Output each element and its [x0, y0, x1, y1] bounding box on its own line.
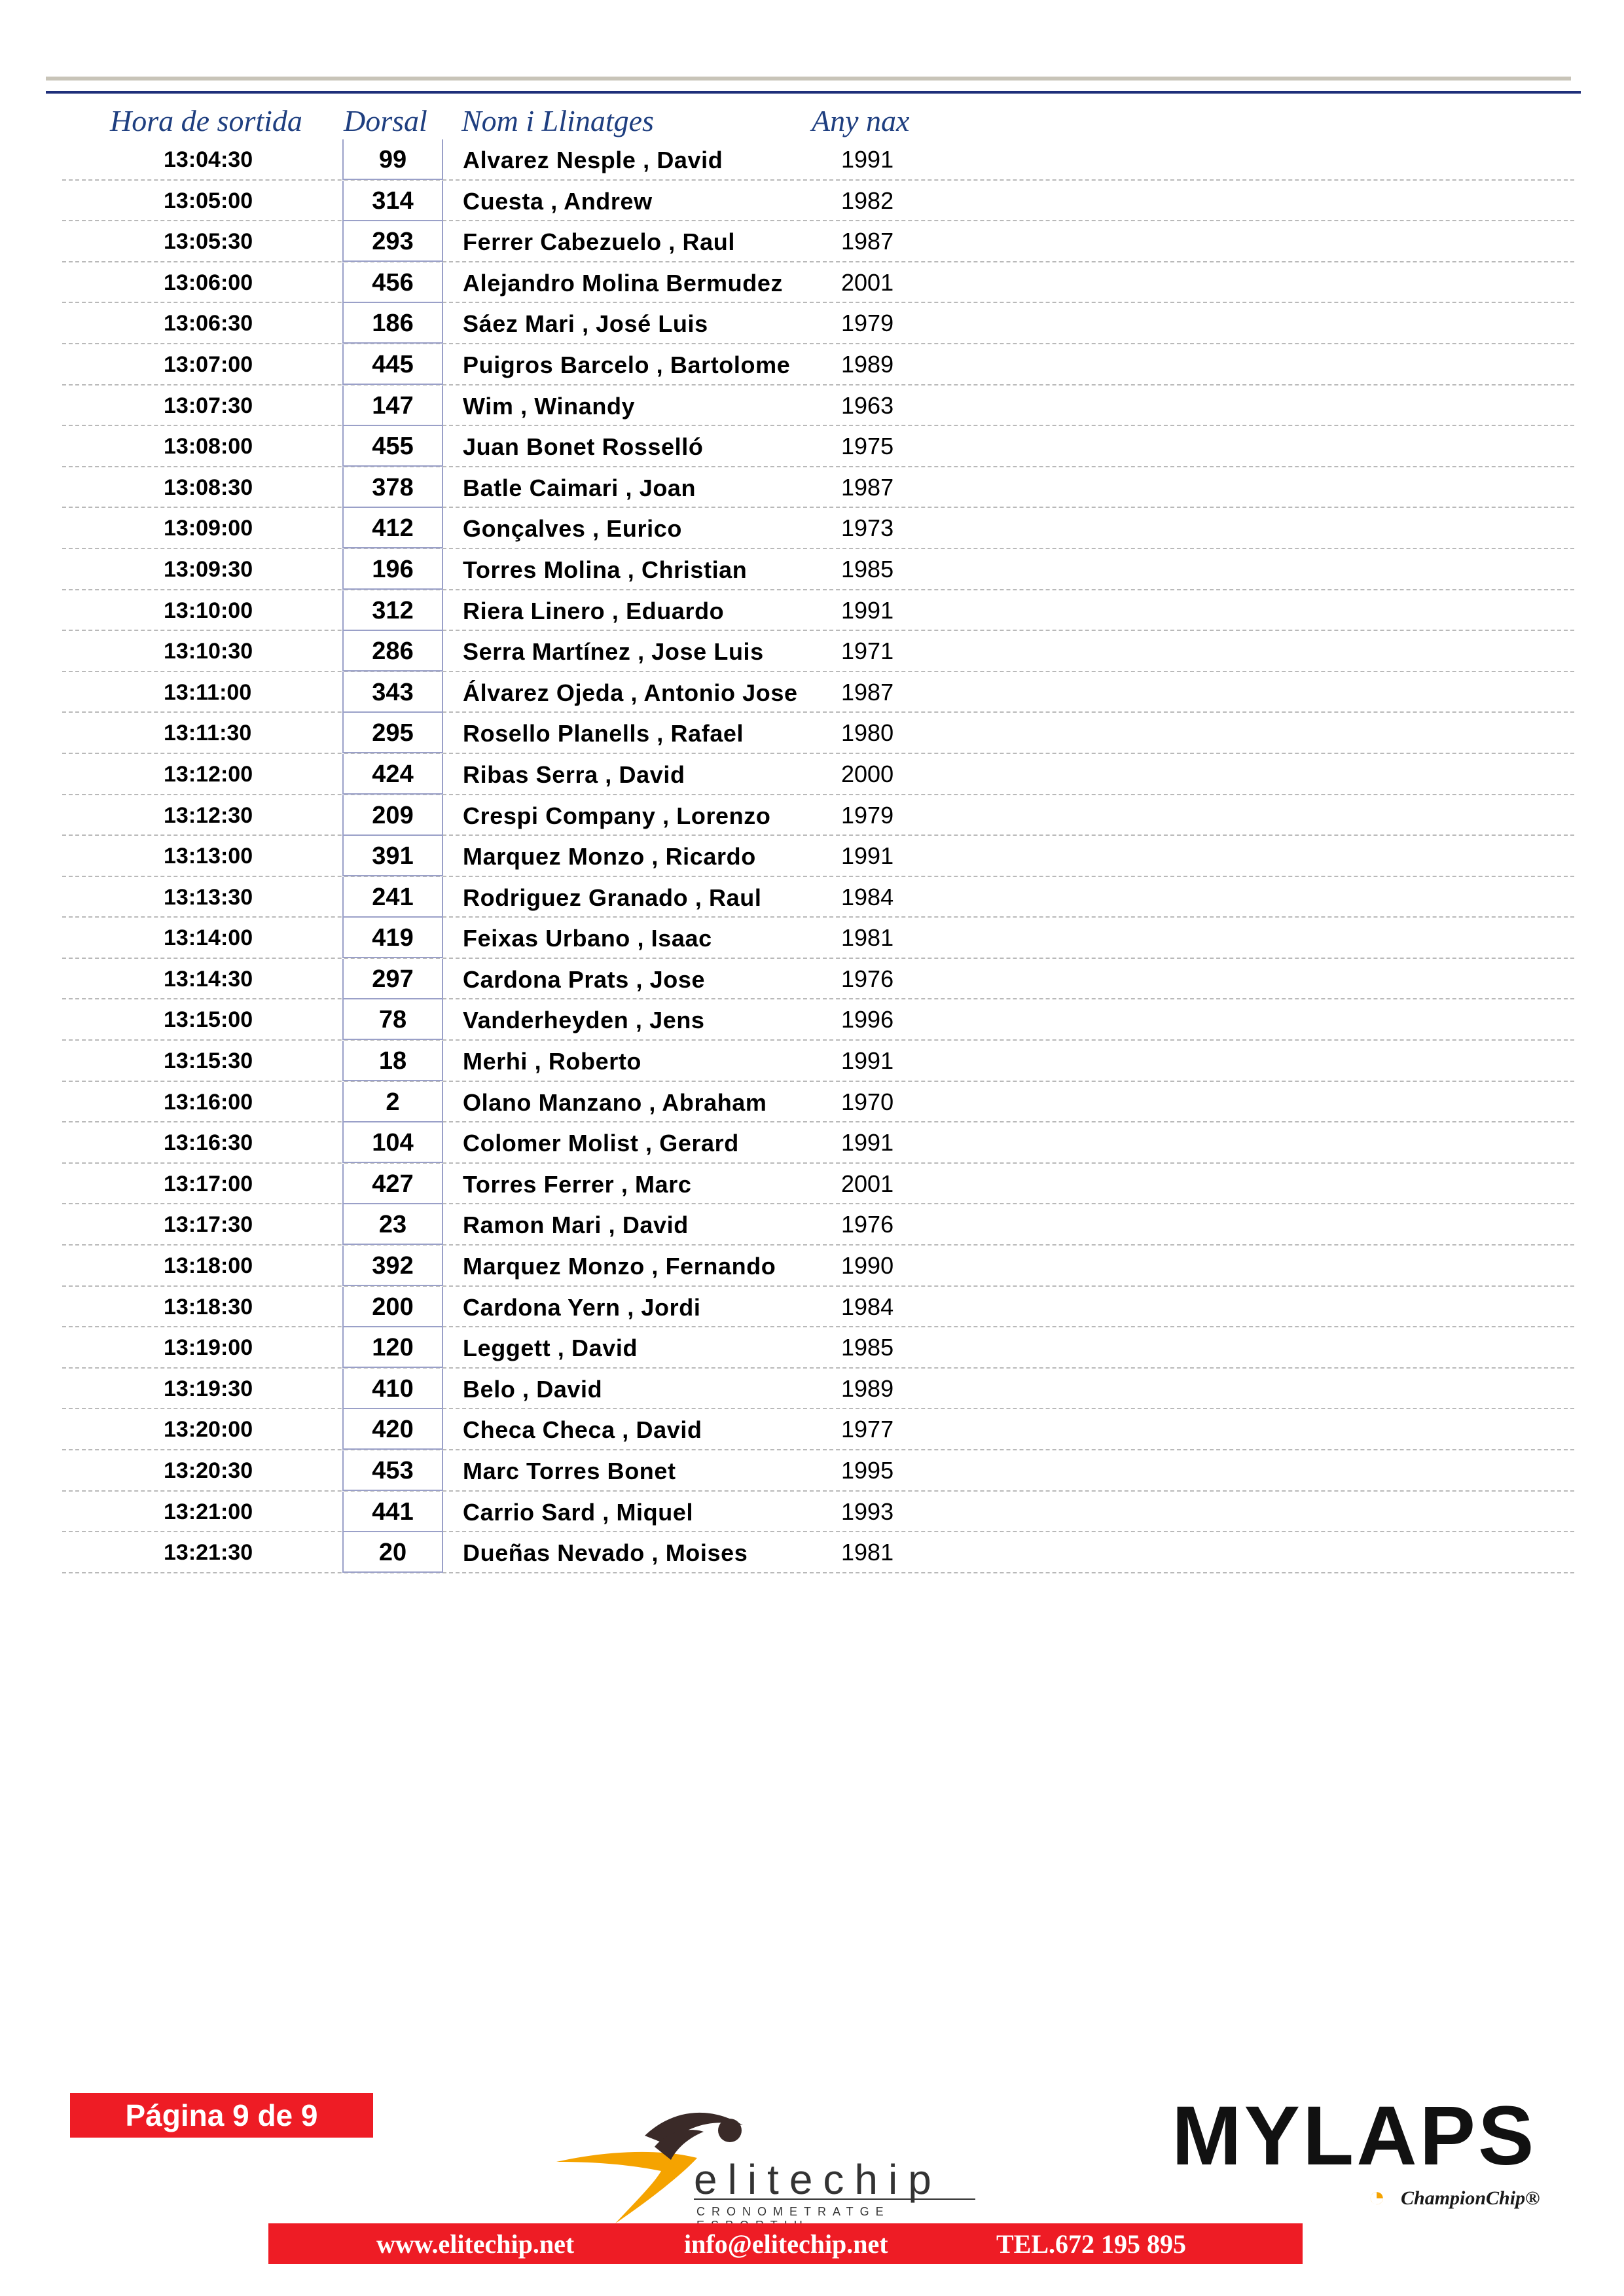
table-row — [62, 549, 1574, 590]
cell-birth-year: 1980 — [841, 719, 894, 747]
cell-dorsal: 99 — [342, 139, 443, 180]
cell-dorsal: 241 — [342, 877, 443, 918]
cell-start-time: 13:15:30 — [164, 1049, 253, 1074]
table-row — [62, 877, 1574, 918]
table-row — [62, 795, 1574, 836]
cell-birth-year: 1963 — [841, 391, 894, 419]
footer-website-link[interactable]: www.elitechip.net — [376, 2229, 575, 2259]
table-row — [62, 1409, 1574, 1450]
cell-start-time: 13:04:30 — [164, 147, 253, 172]
cell-runner-name: Dueñas Nevado , Moises — [463, 1539, 748, 1567]
cell-dorsal: 147 — [342, 386, 443, 426]
table-row — [62, 754, 1574, 795]
cell-dorsal: 424 — [342, 754, 443, 795]
cell-dorsal: 209 — [342, 795, 443, 836]
cell-runner-name: Leggett , David — [463, 1335, 638, 1362]
cell-start-time: 13:10:00 — [164, 598, 253, 623]
page-number-badge: Página 9 de 9 — [70, 2093, 373, 2138]
cell-birth-year: 1979 — [841, 801, 894, 829]
table-row — [62, 1492, 1574, 1533]
cell-birth-year: 1990 — [841, 1252, 894, 1280]
cell-birth-year: 1981 — [841, 1539, 894, 1566]
column-header-dorsal: Dorsal — [344, 104, 427, 137]
cell-dorsal: 293 — [342, 221, 443, 262]
cell-birth-year: 1984 — [841, 1293, 894, 1320]
cell-runner-name: Gonçalves , Eurico — [463, 515, 682, 543]
cell-birth-year: 1977 — [841, 1416, 894, 1443]
cell-start-time: 13:05:30 — [164, 229, 253, 255]
cell-dorsal: 295 — [342, 713, 443, 753]
cell-start-time: 13:18:30 — [164, 1294, 253, 1319]
cell-start-time: 13:20:00 — [164, 1417, 253, 1443]
elitechip-logo — [556, 2085, 982, 2225]
elitechip-wordmark: elitechip — [694, 2156, 942, 2203]
cell-birth-year: 1991 — [841, 1129, 894, 1157]
cell-runner-name: Riera Linero , Eduardo — [463, 597, 725, 624]
cell-start-time: 13:13:30 — [164, 884, 253, 910]
cell-birth-year: 1993 — [841, 1498, 894, 1525]
cell-runner-name: Ramon Mari , David — [463, 1211, 689, 1239]
championchip-icon: ◔ — [1368, 2181, 1386, 2213]
table-row — [62, 590, 1574, 632]
table-row — [62, 713, 1574, 754]
cell-start-time: 13:06:00 — [164, 270, 253, 295]
cell-runner-name: Serra Martínez , Jose Luis — [463, 638, 764, 666]
table-row — [62, 139, 1574, 181]
cell-birth-year: 1987 — [841, 228, 894, 255]
start-list-table — [62, 139, 1574, 1573]
cell-runner-name: Marc Torres Bonet — [463, 1458, 676, 1484]
table-row — [62, 1287, 1574, 1328]
table-row — [62, 1327, 1574, 1369]
cell-runner-name: Rosello Planells , Rafael — [463, 720, 744, 747]
cell-birth-year: 1991 — [841, 146, 894, 173]
table-row — [62, 426, 1574, 467]
cell-dorsal: 378 — [342, 467, 443, 508]
cell-birth-year: 1991 — [841, 842, 894, 870]
cell-birth-year: 1970 — [841, 1088, 894, 1115]
cell-birth-year: 2000 — [841, 760, 894, 787]
cell-dorsal: 314 — [342, 181, 443, 221]
cell-runner-name: Carrio Sard , Miquel — [463, 1498, 694, 1526]
table-row — [62, 672, 1574, 713]
cell-birth-year: 1976 — [841, 965, 894, 992]
cell-runner-name: Batle Caimari , Joan — [463, 474, 696, 501]
cell-runner-name: Vanderheyden , Jens — [463, 1007, 705, 1034]
table-row — [62, 467, 1574, 509]
cell-birth-year: 1971 — [841, 637, 894, 665]
cell-start-time: 13:17:00 — [164, 1171, 253, 1196]
cell-runner-name: Alvarez Nesple , David — [463, 147, 723, 173]
cell-start-time: 13:10:30 — [164, 639, 253, 664]
mylaps-logo — [1172, 2088, 1564, 2212]
cell-dorsal: 312 — [342, 590, 443, 631]
cell-birth-year: 1989 — [841, 1374, 894, 1402]
cell-dorsal: 445 — [342, 344, 443, 385]
cell-runner-name: Ribas Serra , David — [463, 761, 685, 788]
cell-start-time: 13:15:00 — [164, 1007, 253, 1033]
cell-birth-year: 1976 — [841, 1211, 894, 1238]
cell-runner-name: Alejandro Molina Bermudez — [463, 269, 784, 296]
cell-dorsal: 200 — [342, 1287, 443, 1327]
cell-start-time: 13:14:30 — [164, 966, 253, 992]
cell-dorsal: 419 — [342, 918, 443, 958]
table-row — [62, 918, 1574, 959]
cell-birth-year: 1985 — [841, 1334, 894, 1361]
cell-dorsal: 410 — [342, 1369, 443, 1409]
cell-start-time: 13:12:00 — [164, 761, 253, 787]
cell-dorsal: 286 — [342, 631, 443, 672]
cell-runner-name: Álvarez Ojeda , Antonio Jose — [463, 679, 798, 706]
cell-birth-year: 1979 — [841, 310, 894, 337]
cell-start-time: 13:14:00 — [164, 925, 253, 951]
cell-dorsal: 391 — [342, 836, 443, 876]
cell-start-time: 13:09:30 — [164, 556, 253, 582]
cell-runner-name: Olano Manzano , Abraham — [463, 1088, 767, 1116]
cell-runner-name: Belo , David — [463, 1375, 603, 1403]
cell-start-time: 13:07:30 — [164, 393, 253, 418]
cell-start-time: 13:05:00 — [164, 188, 253, 213]
cell-birth-year: 1985 — [841, 555, 894, 583]
table-row — [62, 1246, 1574, 1287]
cell-runner-name: Feixas Urbano , Isaac — [463, 925, 712, 952]
cell-birth-year: 1982 — [841, 187, 894, 214]
cell-birth-year: 1987 — [841, 678, 894, 706]
cell-start-time: 13:18:00 — [164, 1253, 253, 1279]
cell-dorsal: 412 — [342, 508, 443, 548]
cell-birth-year: 1984 — [841, 883, 894, 910]
table-row — [62, 303, 1574, 344]
cell-birth-year: 1981 — [841, 924, 894, 952]
cell-birth-year: 1991 — [841, 1047, 894, 1075]
table-row — [62, 262, 1574, 304]
table-row — [62, 1204, 1574, 1246]
table-row — [62, 221, 1574, 262]
top-rule-gray — [46, 77, 1571, 81]
cell-dorsal: 455 — [342, 426, 443, 467]
table-row — [62, 999, 1574, 1041]
table-row — [62, 1041, 1574, 1082]
cell-runner-name: Ferrer Cabezuelo , Raul — [463, 228, 735, 256]
table-row — [62, 1122, 1574, 1164]
cell-runner-name: Rodriguez Granado , Raul — [463, 884, 762, 911]
elitechip-tagline: CRONOMETRATGE — [696, 2205, 890, 2218]
cell-dorsal: 453 — [342, 1450, 443, 1491]
cell-start-time: 13:09:00 — [164, 516, 253, 541]
cell-start-time: 13:19:30 — [164, 1376, 253, 1401]
table-row — [62, 508, 1574, 549]
cell-runner-name: Merhi , Roberto — [463, 1048, 642, 1075]
table-row — [62, 959, 1574, 1000]
footer-email-link[interactable]: info@elitechip.net — [684, 2229, 888, 2259]
footer-phone: TEL.672 195 895 — [996, 2229, 1187, 2259]
table-row — [62, 1532, 1574, 1573]
column-header-time: Hora de sortida — [110, 104, 302, 137]
cell-birth-year: 1989 — [841, 350, 894, 378]
cell-start-time: 13:16:00 — [164, 1089, 253, 1115]
cell-birth-year: 1975 — [841, 433, 894, 460]
cell-runner-name: Checa Checa , David — [463, 1416, 702, 1444]
cell-dorsal: 78 — [342, 999, 443, 1040]
cell-start-time: 13:19:00 — [164, 1335, 253, 1361]
cell-dorsal: 427 — [342, 1164, 443, 1204]
table-row — [62, 1082, 1574, 1123]
column-header-name: Nom i Llinatges — [461, 104, 654, 137]
cell-start-time: 13:07:00 — [164, 351, 253, 377]
cell-runner-name: Torres Molina , Christian — [463, 556, 748, 583]
cell-dorsal: 2 — [342, 1082, 443, 1122]
cell-dorsal: 104 — [342, 1122, 443, 1163]
cell-start-time: 13:21:00 — [164, 1499, 253, 1524]
cell-runner-name: Crespi Company , Lorenzo — [463, 802, 771, 829]
cell-start-time: 13:11:00 — [164, 679, 252, 705]
cell-dorsal: 392 — [342, 1246, 443, 1286]
cell-start-time: 13:08:00 — [164, 434, 253, 459]
championchip-wordmark: ChampionChip® — [1401, 2187, 1540, 2209]
cell-dorsal: 18 — [342, 1041, 443, 1081]
cell-runner-name: Cardona Yern , Jordi — [463, 1293, 701, 1321]
cell-runner-name: Torres Ferrer , Marc — [463, 1170, 692, 1198]
footer-contact-bar — [268, 2223, 1303, 2264]
table-row — [62, 1450, 1574, 1492]
table-row — [62, 1369, 1574, 1410]
cell-dorsal: 196 — [342, 549, 443, 590]
cell-dorsal: 441 — [342, 1492, 443, 1532]
table-row — [62, 386, 1574, 427]
cell-dorsal: 456 — [342, 262, 443, 303]
table-row — [62, 836, 1574, 877]
cell-runner-name: Marquez Monzo , Fernando — [463, 1253, 776, 1280]
mylaps-wordmark: MYLAPS — [1172, 2089, 1537, 2183]
cell-start-time: 13:16:30 — [164, 1130, 253, 1156]
cell-dorsal: 297 — [342, 959, 443, 999]
cell-runner-name: Cuesta , Andrew — [463, 187, 653, 215]
cell-birth-year: 2001 — [841, 268, 894, 296]
cell-dorsal: 420 — [342, 1409, 443, 1450]
cell-birth-year: 1991 — [841, 596, 894, 624]
cell-start-time: 13:12:30 — [164, 802, 253, 828]
table-row — [62, 344, 1574, 386]
table-row — [62, 181, 1574, 222]
cell-birth-year: 2001 — [841, 1170, 894, 1197]
cell-runner-name: Marquez Monzo , Ricardo — [463, 843, 756, 870]
cell-birth-year: 1973 — [841, 514, 894, 542]
cell-start-time: 13:11:30 — [164, 721, 252, 746]
cell-start-time: 13:17:30 — [164, 1212, 253, 1238]
cell-start-time: 13:06:30 — [164, 311, 253, 336]
cell-runner-name: Sáez Mari , José Luis — [463, 310, 708, 338]
cell-runner-name: Juan Bonet Rosselló — [463, 433, 704, 461]
column-header-year: Any nax — [812, 104, 910, 137]
cell-runner-name: Wim , Winandy — [463, 392, 636, 420]
cell-runner-name: Cardona Prats , Jose — [463, 965, 706, 993]
cell-dorsal: 23 — [342, 1204, 443, 1245]
cell-birth-year: 1995 — [841, 1457, 894, 1484]
top-rule-blue — [46, 91, 1581, 94]
table-row — [62, 631, 1574, 672]
cell-runner-name: Puigros Barcelo , Bartolome — [463, 351, 791, 378]
cell-start-time: 13:13:00 — [164, 844, 253, 869]
cell-dorsal: 20 — [342, 1532, 443, 1573]
table-row — [62, 1164, 1574, 1205]
cell-birth-year: 1987 — [841, 473, 894, 501]
cell-start-time: 13:21:30 — [164, 1540, 253, 1566]
cell-runner-name: Colomer Molist , Gerard — [463, 1130, 739, 1157]
cell-birth-year: 1996 — [841, 1006, 894, 1033]
cell-dorsal: 343 — [342, 672, 443, 713]
cell-dorsal: 186 — [342, 303, 443, 344]
cell-start-time: 13:20:30 — [164, 1458, 253, 1483]
cell-start-time: 13:08:30 — [164, 475, 253, 500]
cell-dorsal: 120 — [342, 1327, 443, 1368]
